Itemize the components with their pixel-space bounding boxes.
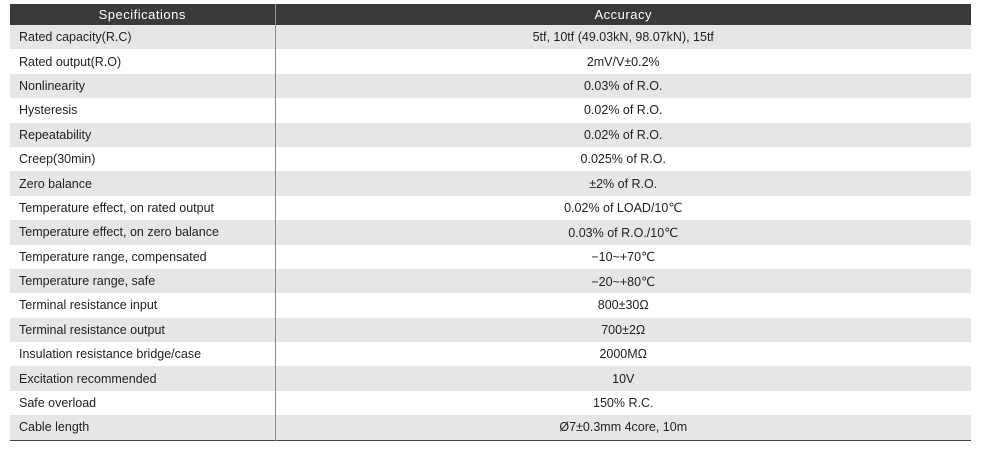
spec-value: 0.03% of R.O.: [275, 74, 971, 98]
spec-value: 0.03% of R.O./10℃: [275, 220, 971, 244]
spec-value: 700±2Ω: [275, 318, 971, 342]
table-row: [10, 366, 971, 390]
spec-value: ±2% of R.O.: [275, 171, 971, 195]
spec-name: Temperature effect, on zero balance: [10, 220, 275, 244]
spec-value: −10~+70℃: [275, 245, 971, 269]
table-row: [10, 98, 971, 122]
spec-name: Temperature range, compensated: [10, 245, 275, 269]
spec-name: Insulation resistance bridge/case: [10, 342, 275, 366]
spec-value: 800±30Ω: [275, 293, 971, 317]
table-row: [10, 318, 971, 342]
table-row: [10, 123, 971, 147]
spec-value: 0.025% of R.O.: [275, 147, 971, 171]
spec-name: Terminal resistance output: [10, 318, 275, 342]
spec-name: Temperature effect, on rated output: [10, 196, 275, 220]
spec-name: Temperature range, safe: [10, 269, 275, 293]
header-accuracy: Accuracy: [275, 4, 971, 25]
table-row: [10, 269, 971, 293]
table-row: [10, 293, 971, 317]
spec-value: 150% R.C.: [275, 391, 971, 415]
spec-name: Terminal resistance input: [10, 293, 275, 317]
spec-value: 2000MΩ: [275, 342, 971, 366]
spec-value: 0.02% of R.O.: [275, 98, 971, 122]
table-row: [10, 74, 971, 98]
spec-name: Zero balance: [10, 171, 275, 195]
table-row: [10, 391, 971, 415]
spec-name: Rated capacity(R.C): [10, 25, 275, 49]
spec-value: 0.02% of LOAD/10℃: [275, 196, 971, 220]
spec-value: 2mV/V±0.2%: [275, 49, 971, 73]
spec-name: Hysteresis: [10, 98, 275, 122]
table-row: [10, 415, 971, 440]
spec-value: Ø7±0.3mm 4core, 10m: [275, 415, 971, 440]
table-row: [10, 196, 971, 220]
table-header-row: [10, 4, 971, 25]
header-specifications: Specifications: [10, 4, 275, 25]
table-row: [10, 171, 971, 195]
spec-name: Repeatability: [10, 123, 275, 147]
table-row: [10, 342, 971, 366]
specifications-table: [10, 4, 971, 441]
spec-name: Rated output(R.O): [10, 49, 275, 73]
table-row: [10, 49, 971, 73]
spec-value: 10V: [275, 366, 971, 390]
spec-name: Excitation recommended: [10, 366, 275, 390]
spec-value: −20~+80℃: [275, 269, 971, 293]
spec-name: Safe overload: [10, 391, 275, 415]
table-row: [10, 245, 971, 269]
spec-value: 5tf, 10tf (49.03kN, 98.07kN), 15tf: [275, 25, 971, 49]
spec-value: 0.02% of R.O.: [275, 123, 971, 147]
spec-name: Cable length: [10, 415, 275, 440]
table-row: [10, 220, 971, 244]
table-row: [10, 25, 971, 49]
spec-name: Nonlinearity: [10, 74, 275, 98]
spec-name: Creep(30min): [10, 147, 275, 171]
table-row: [10, 147, 971, 171]
